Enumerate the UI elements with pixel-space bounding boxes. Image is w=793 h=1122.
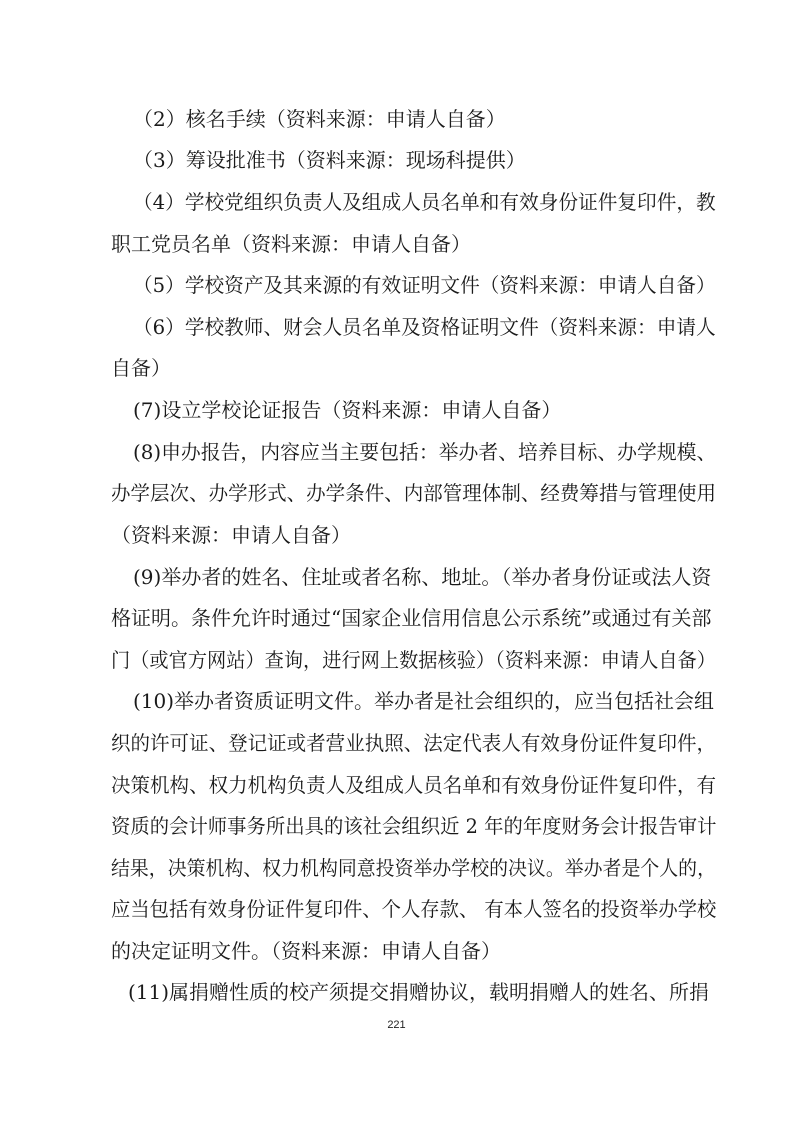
paragraph-line: 办学层次、办学形式、办学条件、内部管理体制、经费筹措与管理使用 <box>111 481 716 505</box>
paragraph-line: （5）学校资产及其来源的有效证明文件（资料来源：申请人自备） <box>133 273 716 297</box>
paragraph-line: (9)举办者的姓名、住址或者名称、地址。（举办者身份证或法人资 <box>133 565 712 589</box>
paragraph-line: (10)举办者资质证明文件。举办者是社会组织的，应当包括社会组 <box>133 689 715 713</box>
paragraph-line: 门（或官方网站）查询，进行网上数据核验）（资料来源：申请人自备） <box>111 648 716 672</box>
paragraph-line: （2）核名手续（资料来源：申请人自备） <box>133 107 506 131</box>
paragraph-line: 应当包括有效身份证件复印件、个人存款、 有本人签名的投资举办学校 <box>111 897 717 921</box>
paragraph-line: （3）筹设批准书（资料来源：现场科提供） <box>133 148 526 172</box>
paragraph-line: (7)设立学校论证报告（资料来源：申请人自备） <box>133 398 562 422</box>
paragraph-line: 结果，决策机构、权力机构同意投资举办学校的决议。举办者是个人的， <box>111 856 716 880</box>
paragraph-line: 格证明。条件允许时通过“国家企业信用信息公示系统”或通过有关部 <box>111 606 712 630</box>
paragraph-line: 自备） <box>111 356 171 380</box>
paragraph-line: 织的许可证、登记证或者营业执照、法定代表人有效身份证件复印件， <box>111 731 716 755</box>
paragraph-line: 的决定证明文件。（资料来源：申请人自备） <box>111 939 501 963</box>
paragraph-line: 决策机构、权力机构负责人及组成人员名单和有效身份证件复印件，有 <box>111 773 716 797</box>
paragraph-line: (8)申办报告，内容应当主要包括：举办者、培养目标、办学规模、 <box>133 440 717 464</box>
paragraph-line: 职工党员名单（资料来源：申请人自备） <box>111 232 471 256</box>
paragraph-line: (11)属捐赠性质的校产须提交捐赠协议，载明捐赠人的姓名、所捐 <box>128 980 710 1004</box>
paragraph-line: 资质的会计师事务所出具的该社会组织近 2 年的年度财务会计报告审计 <box>111 814 717 838</box>
paragraph-line: （4）学校党组织负责人及组成人员名单和有效身份证件复印件，教 <box>133 190 716 214</box>
paragraph-line: （6）学校教师、财会人员名单及资格证明文件（资料来源：申请人 <box>133 315 716 339</box>
paragraph-line: （资料来源：申请人自备） <box>111 523 351 547</box>
page-number: 221 <box>387 1019 406 1031</box>
